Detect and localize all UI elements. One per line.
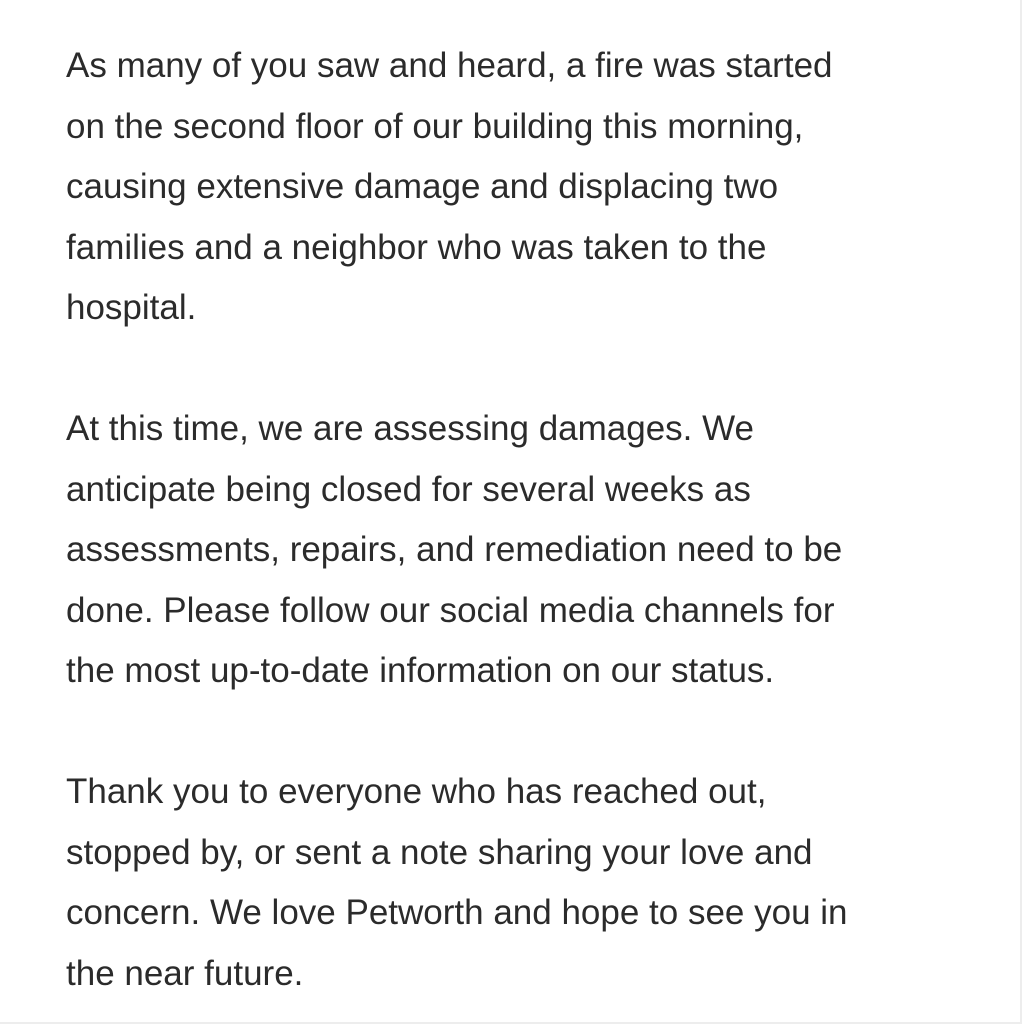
paragraph-line: anticipate being closed for several weeks as: [66, 469, 751, 509]
paragraph-spacer: [66, 702, 986, 763]
paragraph-line: the near future.: [66, 953, 304, 993]
paragraph-line: done. Please follow our social media channels for: [66, 590, 835, 630]
paragraph-line: families and a neighbor who was taken to the: [66, 227, 767, 267]
note-body: [66, 36, 986, 1004]
paragraph-line: Thank you to everyone who has reached out,: [66, 772, 767, 811]
paragraph-closure-status: [66, 399, 986, 702]
paragraph-fire-announcement: [66, 36, 986, 339]
paragraph-line: concern. We love Petworth and hope to see you in: [66, 893, 848, 932]
paragraph-thank-you: [66, 762, 986, 1004]
paragraph-line: stopped by, or sent a note sharing your love and: [66, 832, 813, 872]
paragraph-line: on the second floor of our building this morning,: [66, 106, 804, 146]
paragraph-line: causing extensive damage and displacing two: [66, 167, 779, 206]
paragraph-line: assessments, repairs, and remediation need to be: [66, 530, 843, 569]
paragraph-line: As many of you saw and heard, a fire was started: [66, 46, 833, 85]
paragraph-spacer: [66, 339, 986, 400]
paragraph-line: hospital.: [66, 288, 197, 327]
paragraph-line: At this time, we are assessing damages. We: [66, 409, 754, 448]
paragraph-line: the most up-to-date information on our status.: [66, 651, 775, 690]
